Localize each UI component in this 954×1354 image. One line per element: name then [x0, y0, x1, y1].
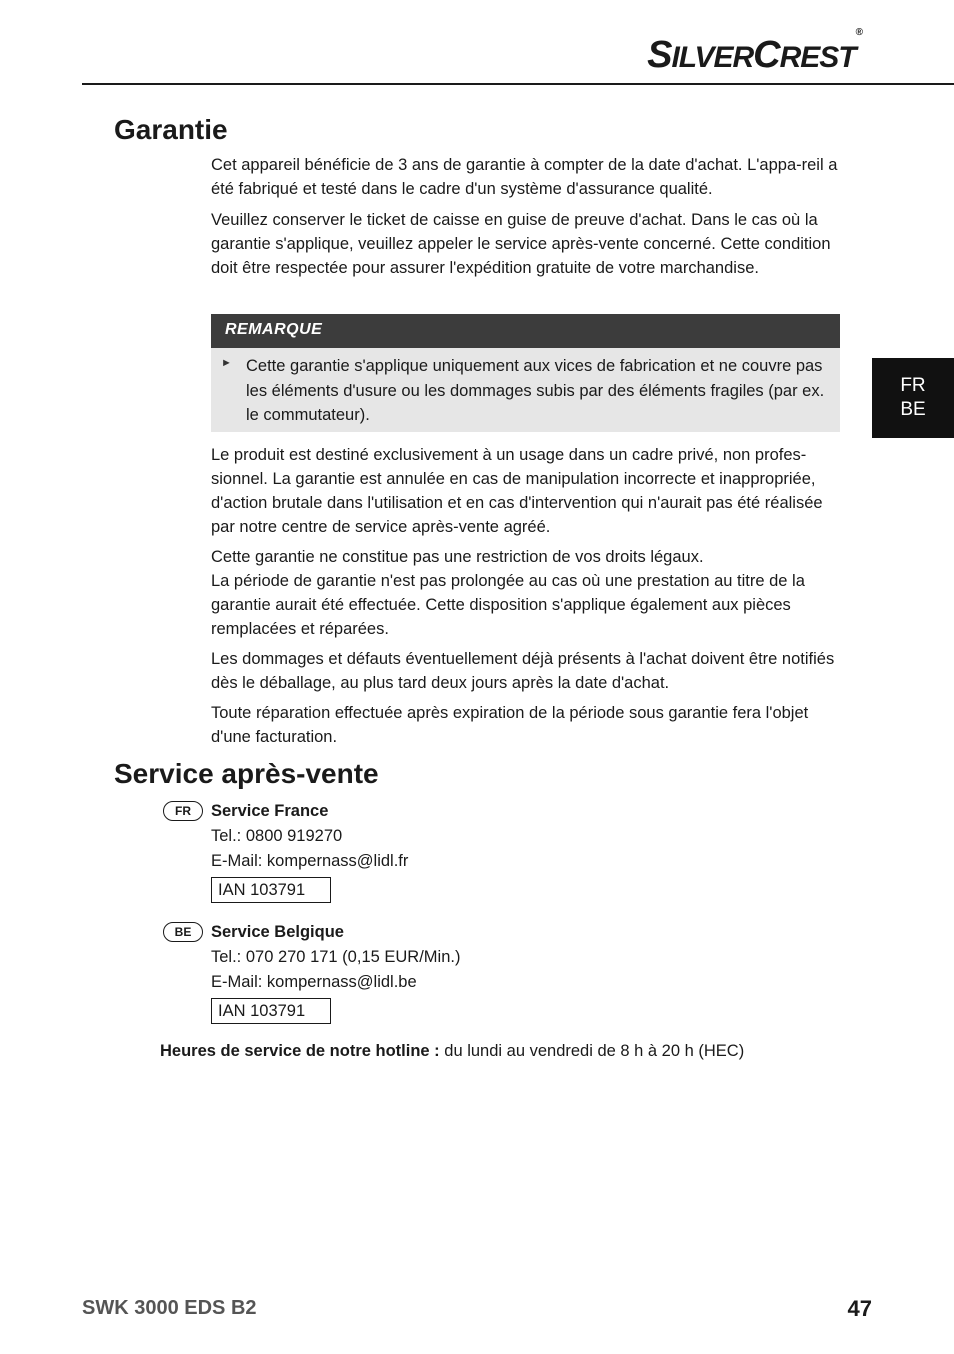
hotline-label: Heures de service de notre hotline : [160, 1042, 440, 1060]
service-france-email: E-Mail: kompernass@lidl.fr [211, 852, 409, 870]
garantie-paragraph-4b: La période de garantie n'est pas prolongée au cas où une prestation au titre de la garantie aurait été effectuée. Cette disposition s'applique également aux pièces remplacées et réparées. [211, 572, 805, 638]
header-rule [82, 83, 954, 85]
ian-box-be: IAN 103791 [211, 998, 331, 1024]
service-france-title: Service France [211, 802, 329, 820]
country-badge-fr: FR [163, 801, 203, 821]
section-title-service: Service après-vente [114, 758, 379, 789]
footer-model-number: SWK 3000 EDS B2 [82, 1297, 257, 1319]
hotline-hours [160, 1040, 744, 1062]
garantie-paragraph-2: Veuillez conserver le ticket de caisse en guise de preuve d'achat. Dans le cas où la garantie s'applique, veuillez appeler le service après-vente concerné. Cette condition doit être respectée pour assurer l'expédition gratuite de votre marchandise. [211, 211, 831, 277]
page-number: 47 [847, 1296, 872, 1321]
note-box [211, 348, 840, 432]
service-france-tel: Tel.: 0800 919270 [211, 827, 343, 845]
service-belgique-tel: Tel.: 070 270 171 (0,15 EUR/Min.) [211, 948, 461, 966]
section-title-garantie: Garantie [114, 114, 228, 145]
language-tab-be: BE [900, 399, 926, 420]
bullet-arrow-icon: ► [221, 357, 232, 369]
garantie-paragraph-1: Cet appareil bénéficie de 3 ans de garantie à compter de la date d'achat. L'appa-reil a été fabriqué et testé dans le cadre d'un système d'assurance qualité. [211, 156, 838, 198]
garantie-paragraph-4a: Cette garantie ne constitue pas une restriction de vos droits légaux. [211, 548, 704, 566]
garantie-paragraph-3: Le produit est destiné exclusivement à un usage dans un cadre privé, non profes-sionnel. La garantie est annulée en cas de manipulation incorrecte et inappropriée, d'action brutale dans l'utilisation et en cas d'intervention qui n'aurait pas été réalisée par notre centre de service après-vente agréé. [211, 446, 823, 536]
silvercrest-logo: SILVERCREST® [647, 27, 862, 76]
note-text: Cette garantie s'applique uniquement aux vices de fabrication et ne couvre pas les éléments d'usure ou les dommages subis par des éléments fragiles (par ex. le commutateur). [246, 357, 825, 424]
garantie-paragraph-5: Les dommages et défauts éventuellement déjà présents à l'achat doivent être notifiés dès le déballage, au plus tard deux jours après la date d'achat. [211, 650, 835, 692]
language-tab [872, 358, 954, 438]
garantie-paragraph-6: Toute réparation effectuée après expiration de la période sous garantie fera l'objet d'une facturation. [211, 704, 809, 746]
note-header: REMARQUE [211, 314, 840, 348]
country-badge-be: BE [163, 922, 203, 942]
service-belgique-email: E-Mail: kompernass@lidl.be [211, 973, 417, 991]
service-belgique-title: Service Belgique [211, 923, 344, 941]
ian-box-fr: IAN 103791 [211, 877, 331, 903]
hotline-value: du lundi au vendredi de 8 h à 20 h (HEC) [444, 1042, 745, 1060]
language-tab-fr: FR [900, 375, 926, 396]
